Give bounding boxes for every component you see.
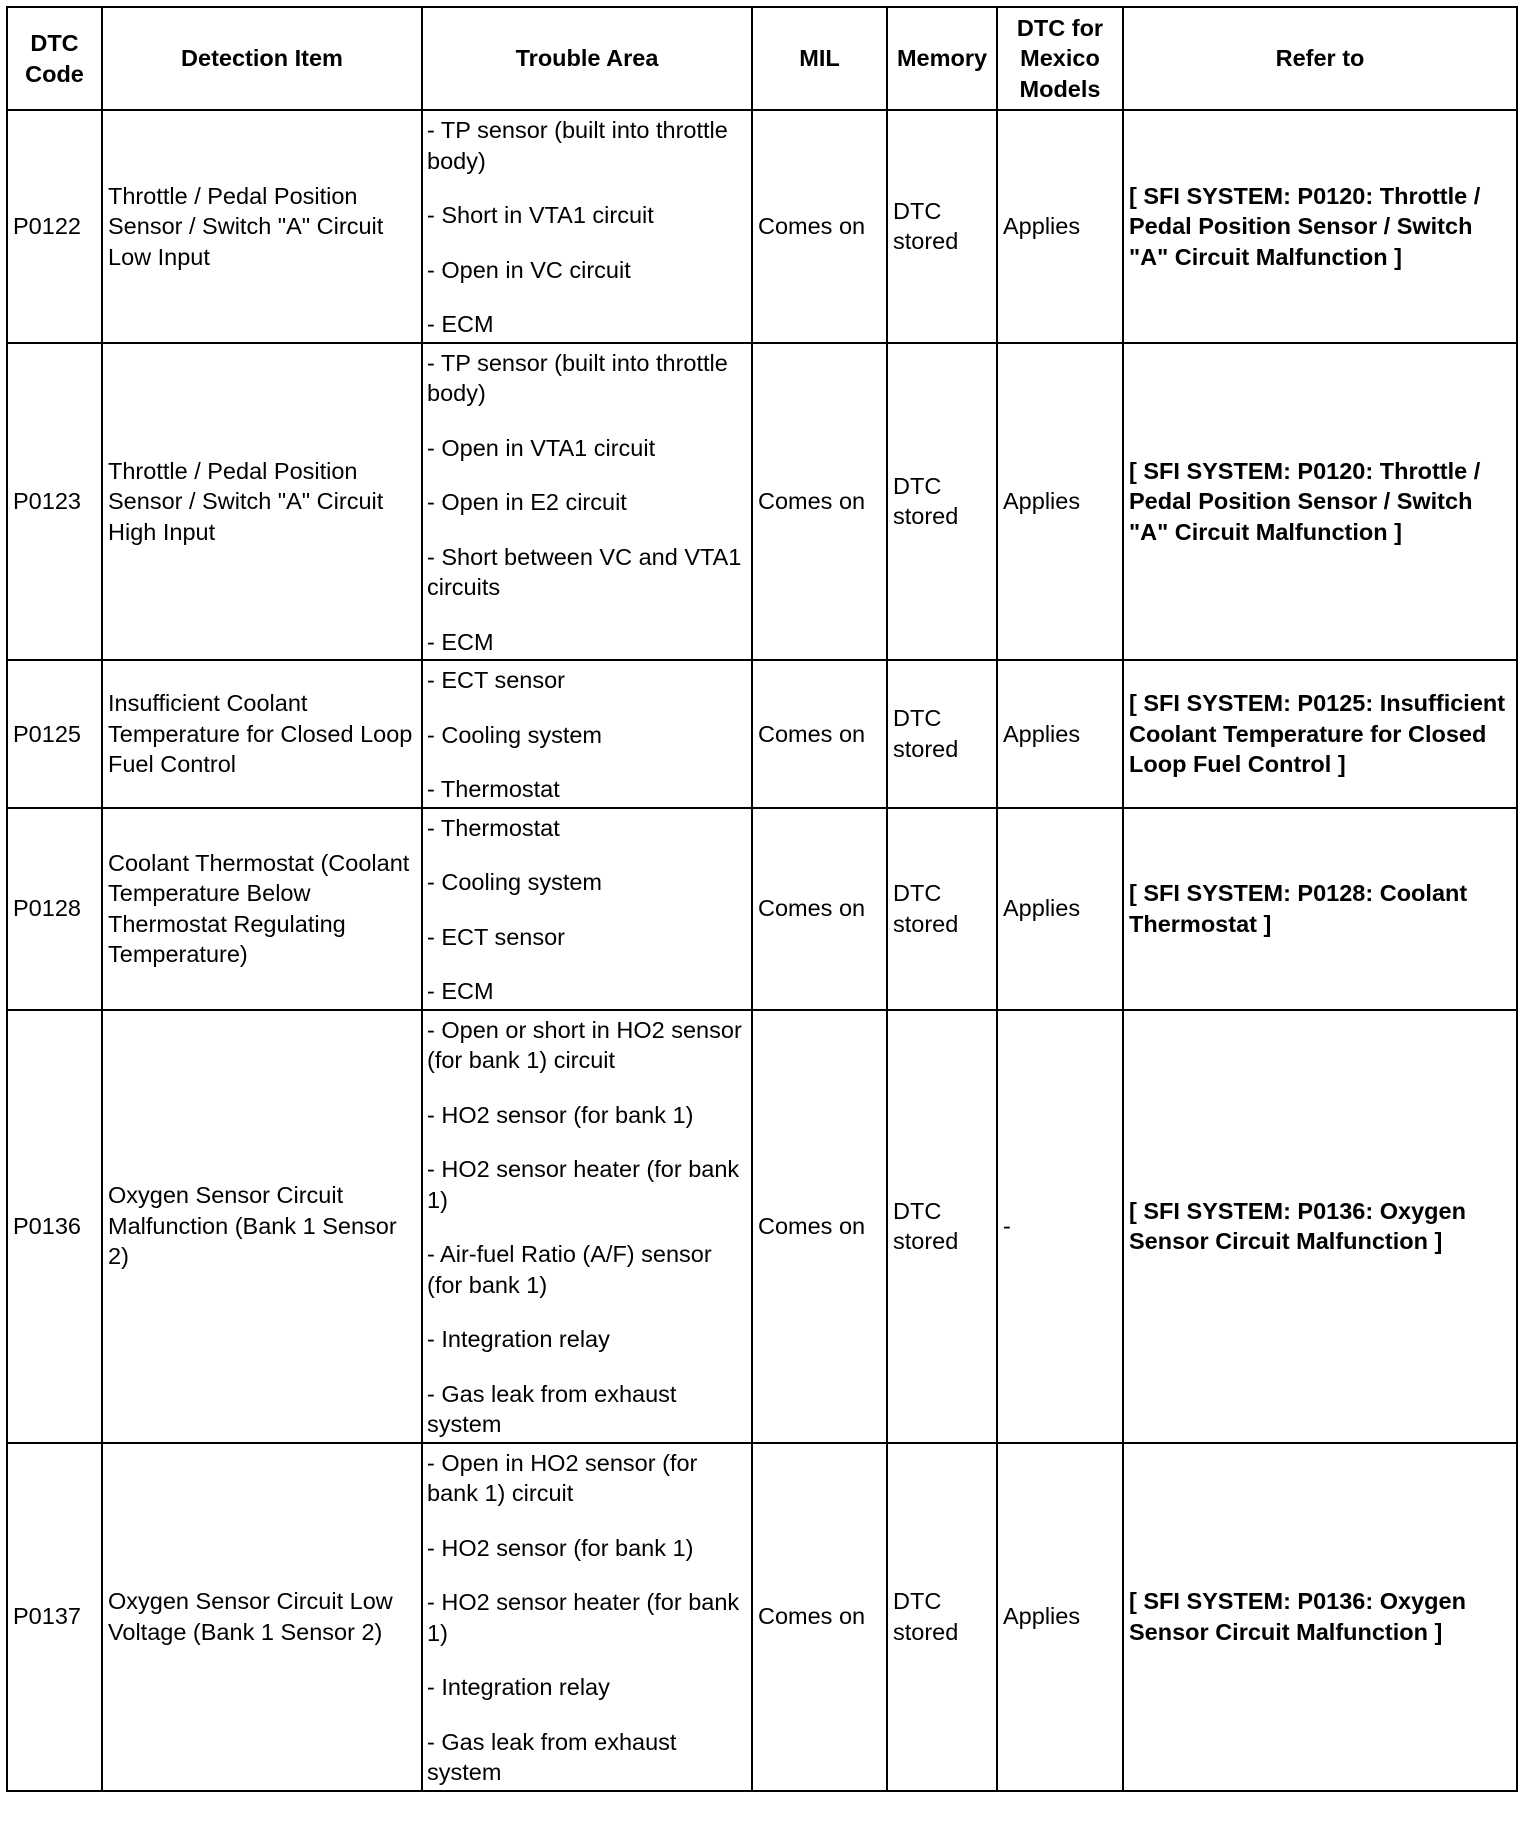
dtc-table [6,6,1518,1792]
table-row [7,660,1517,808]
mil-cell: Comes on [752,808,887,1010]
trouble-area-item: - Thermostat [427,814,560,841]
dtc-code-cell: P0128 [7,808,102,1010]
table-row [7,343,1517,661]
header-trouble-area: Trouble Area [422,7,752,110]
memory-cell: DTC stored [887,660,997,808]
trouble-area-item: - Open in VC circuit [427,256,631,283]
dtc-code-cell: P0137 [7,1443,102,1791]
refer-to-link: [ SFI SYSTEM: P0136: Oxygen Sensor Circuit Malfunction ] [1123,1010,1517,1443]
mil-cell: Comes on [752,1010,887,1443]
mexico-cell: Applies [997,808,1123,1010]
trouble-area-item: - ECT sensor [427,667,565,693]
trouble-area-cell [422,660,752,808]
detection-item-cell: Coolant Thermostat (Coolant Temperature Below Thermostat Regulating Temperature) [102,808,422,1010]
table-row [7,110,1517,343]
mil-cell: Comes on [752,660,887,808]
detection-item-cell: Throttle / Pedal Position Sensor / Switch "A" Circuit Low Input [102,110,422,343]
trouble-area-item: - ECM [427,628,494,655]
detection-item-cell: Oxygen Sensor Circuit Malfunction (Bank 1 Sensor 2) [102,1010,422,1443]
table-body [7,110,1517,1791]
header-memory: Memory [887,7,997,110]
dtc-table-page [6,6,1516,1792]
trouble-area-item: - Short between VC and VTA1 circuits [427,543,742,600]
dtc-code-cell: P0122 [7,110,102,343]
header-detection-item: Detection Item [102,7,422,110]
memory-cell: DTC stored [887,808,997,1010]
trouble-area-item: - Thermostat [427,776,560,802]
memory-cell: DTC stored [887,1010,997,1443]
trouble-area-cell [422,808,752,1010]
dtc-code-cell: P0125 [7,660,102,808]
table-row [7,808,1517,1010]
table-row [7,1443,1517,1791]
trouble-area-item: - Cooling system [427,869,602,895]
trouble-area-item: - Integration relay [427,1674,610,1700]
memory-cell: DTC stored [887,110,997,343]
mexico-cell: Applies [997,343,1123,661]
mil-cell: Comes on [752,110,887,343]
mexico-cell: Applies [997,660,1123,808]
refer-to-link: [ SFI SYSTEM: P0128: Coolant Thermostat ] [1123,808,1517,1010]
trouble-area-item: - Open or short in HO2 sensor (for bank 1) circuit [427,1016,742,1073]
trouble-area-item: - TP sensor (built into throttle body) [427,349,728,406]
trouble-area-item: - ECT sensor [427,923,565,950]
trouble-area-item: - Open in VTA1 circuit [427,434,656,461]
mil-cell: Comes on [752,343,887,661]
trouble-area-item: - Open in HO2 sensor (for bank 1) circuit [427,1449,698,1506]
trouble-area-item: - ECM [427,978,494,1004]
trouble-area-item: - HO2 sensor (for bank 1) [427,1101,694,1128]
trouble-area-cell [422,1010,752,1443]
trouble-area-cell [422,343,752,661]
mexico-cell: - [997,1010,1123,1443]
memory-cell: DTC stored [887,343,997,661]
refer-to-link: [ SFI SYSTEM: P0120: Throttle / Pedal Position Sensor / Switch "A" Circuit Malfunction ] [1123,343,1517,661]
mexico-cell: Applies [997,110,1123,343]
refer-to-link: [ SFI SYSTEM: P0120: Throttle / Pedal Position Sensor / Switch "A" Circuit Malfunction ] [1123,110,1517,343]
memory-cell: DTC stored [887,1443,997,1791]
trouble-area-item: - Short in VTA1 circuit [427,202,654,228]
trouble-area-cell [422,1443,752,1791]
header-dtc-code: DTC Code [7,7,102,110]
header-row [7,7,1517,110]
header-dtc-for-mexico: DTC for Mexico Models [997,7,1123,110]
mexico-cell: Applies [997,1443,1123,1791]
trouble-area-item: - Air-fuel Ratio (A/F) sensor (for bank 1) [427,1241,712,1298]
trouble-area-item: - Gas leak from exhaust system [427,1728,677,1785]
trouble-area-item: - ECM [427,311,494,337]
trouble-area-item: - Open in E2 circuit [427,489,627,515]
header-refer-to: Refer to [1123,7,1517,110]
refer-to-link: [ SFI SYSTEM: P0125: Insufficient Coolant Temperature for Closed Loop Fuel Control ] [1123,660,1517,808]
trouble-area-item: - Gas leak from exhaust system [427,1380,677,1437]
header-mil: MIL [752,7,887,110]
mil-cell: Comes on [752,1443,887,1791]
detection-item-cell: Insufficient Coolant Temperature for Closed Loop Fuel Control [102,660,422,808]
dtc-code-cell: P0123 [7,343,102,661]
detection-item-cell: Throttle / Pedal Position Sensor / Switch "A" Circuit High Input [102,343,422,661]
trouble-area-item: - TP sensor (built into throttle body) [427,117,728,174]
trouble-area-item: - Cooling system [427,721,602,748]
dtc-code-cell: P0136 [7,1010,102,1443]
detection-item-cell: Oxygen Sensor Circuit Low Voltage (Bank 1 Sensor 2) [102,1443,422,1791]
trouble-area-item: - HO2 sensor heater (for bank 1) [427,1156,740,1213]
refer-to-link: [ SFI SYSTEM: P0136: Oxygen Sensor Circuit Malfunction ] [1123,1443,1517,1791]
trouble-area-item: - HO2 sensor (for bank 1) [427,1534,694,1561]
table-row [7,1010,1517,1443]
trouble-area-item: - Integration relay [427,1326,610,1352]
trouble-area-cell [422,110,752,343]
trouble-area-item: - HO2 sensor heater (for bank 1) [427,1589,740,1646]
